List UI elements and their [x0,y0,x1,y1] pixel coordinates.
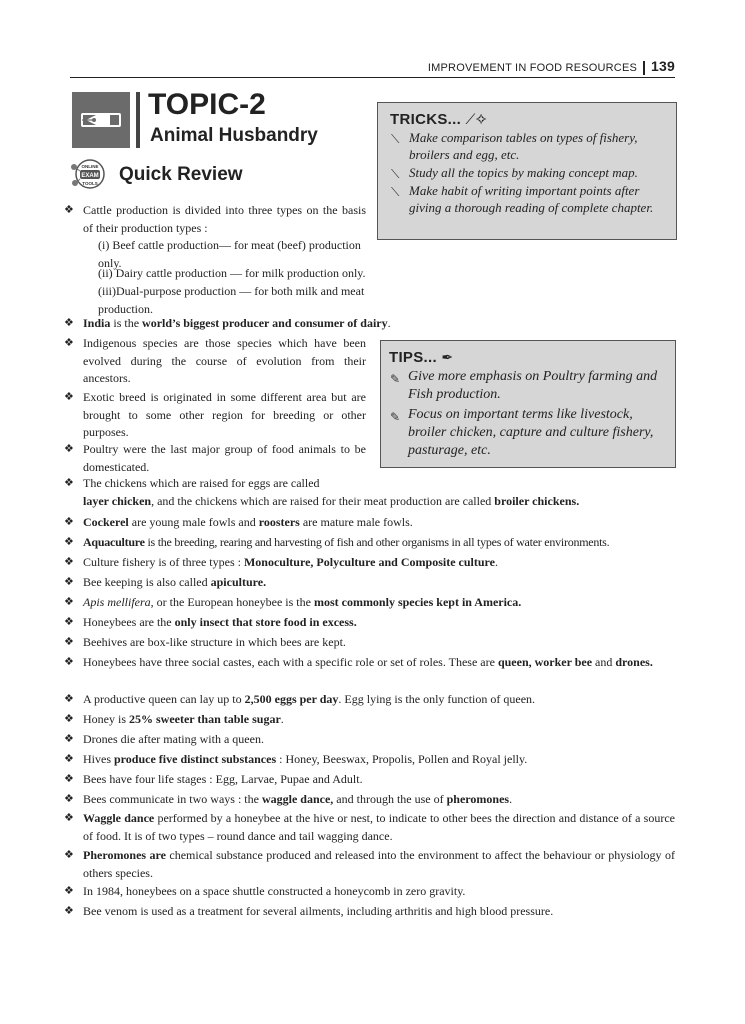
sub-item: (iii)Dual-purpose production — for both milk and meat production. [98,284,365,316]
list-item: ❖ Poultry were the last major group of food animals to be domesticated. [64,442,366,474]
list-item: ❖ Honey is 25% sweeter than table sugar. [83,711,675,729]
bullet-icon: ❖ [64,516,74,528]
bullet-icon: ❖ [64,849,74,861]
bullet-icon: ❖ [64,693,74,705]
tips-title: TIPS... ✒ [389,349,454,366]
bullet-icon: ❖ [64,773,74,785]
list-item: ❖ Pheromones are chemical substance produced and released into the environment to affect the behaviour or physiology of others species. [64,848,675,880]
list-item: ❖ Apis mellifera, or the European honeybee is the most commonly species kept in America. [83,594,675,612]
tips-item: ✎ Give more emphasis on Poultry farming and Fish production. [390,369,658,402]
tricks-title: TRICKS... ⟋✧ [390,111,488,128]
list-item: ❖ Culture fishery is of three types : Monoculture, Polyculture and Composite culture. [83,554,675,572]
section-title: IMPROVEMENT IN FOOD RESOURCES [427,62,638,74]
wand-bullet-icon: ⟍ [391,132,400,146]
bullet-icon: ❖ [64,793,74,805]
bullet-icon: ❖ [64,733,74,745]
online-exam-tools-icon [70,157,110,191]
list-item: ❖ Hives produce five distinct substances : Honey, Beeswax, Propolis, Pollen and Royal jelly. [83,751,675,769]
list-item: ❖ Aquaculture is the breeding, rearing and harvesting of fish and other organisms in all types of water environments. [83,534,675,552]
bullet-icon: ❖ [64,905,74,917]
list-item: ❖ Exotic breed is originated in some different area but are brought to some other region for breeding or other purposes. [64,390,366,439]
list-item: ❖ Cockerel are young male fowls and roosters are mature male fowls. [83,514,675,532]
tips-item: ✎ Focus on important terms like livestock, broiler chicken, capture and culture fishery, pasturage, etc. [390,407,654,458]
topic-label: TOPIC-2 [148,88,266,121]
tricks-box [377,102,677,240]
bullet-icon: ❖ [64,391,74,403]
pen-icon: ✒ [441,349,454,365]
wand-bullet-icon: ⟍ [391,185,400,199]
topic-divider [136,92,140,148]
list-item: ❖ Waggle dance performed by a honeybee at the hive or nest, to indicate to other bees the direction and distance of a source of food. It is of two types – round dance and tail wagging dance. [64,811,675,843]
bullet-icon: ❖ [64,636,74,648]
list-item: ❖ Honeybees are the only insect that store food in excess. [83,614,675,632]
header-divider [643,61,645,75]
list-item: ❖ In 1984, honeybees on a space shuttle constructed a honeycomb in zero gravity. [83,883,675,901]
bullet-icon: ❖ [64,556,74,568]
bullet-icon: ❖ [64,616,74,628]
badge-line-1: ONLINE [81,164,99,169]
sub-item: (i) Beef cattle production— for meat (beef) production only. [98,238,361,270]
badge-line-3: TOOLS [82,181,98,186]
list-item: ❖ Beehives are box-like structure in which bees are kept. [83,634,675,652]
wand-bullet-icon: ⟍ [391,167,400,181]
bullet-icon: ❖ [64,812,74,824]
pen-nib-icon [72,92,130,148]
bullet-icon: ❖ [64,443,74,455]
quick-review-title: Quick Review [119,164,243,185]
tips-box [380,340,676,468]
list-item: ❖ Bee venom is used as a treatment for several ailments, including arthritis and high blood pressure. [83,903,675,921]
list-item: ❖ The chickens which are raised for eggs are called layer chicken, and the chickens which are raised for their meat production are called broiler chickens. [64,476,580,508]
badge-line-2: EXAM [81,173,99,179]
list-item: ❖ Honeybees have three social castes, each with a specific role or set of roles. These are queen, worker bee and drones. [83,654,675,672]
list-item: ❖ India is the world’s biggest producer and consumer of dairy. [83,315,503,333]
tricks-item: ⟍ Make comparison tables on types of fishery, broilers and egg, etc. [391,130,638,162]
list-item: ❖ Indigenous species are those species which have been evolved during the course of evolution from their ancestors. [64,336,366,385]
bullet-icon: ❖ [64,477,74,489]
topic-subtitle: Animal Husbandry [150,125,318,146]
list-item: ❖ Drones die after mating with a queen. [83,731,675,749]
page-number: 139 [651,58,675,74]
bullet-icon: ❖ [64,656,74,668]
list-item: ❖ Bees communicate in two ways : the waggle dance, and through the use of pheromones. [83,791,675,809]
bullet-icon: ❖ [64,576,74,588]
bullet-icon: ❖ [64,337,74,349]
sub-item: (ii) Dairy cattle production — for milk production only. [98,266,366,280]
list-item: ❖ Bee keeping is also called apiculture. [83,574,675,592]
tricks-item: ⟍ Study all the topics by making concept map. [391,165,638,181]
list-item: ❖ Bees have four life stages : Egg, Larvae, Pupae and Adult. [83,771,675,789]
bullet-icon: ❖ [64,596,74,608]
bullet-icon: ❖ [64,317,74,329]
bullet-icon: ❖ [64,536,74,548]
tricks-item: ⟍ Make habit of writing important points after giving a thorough reading of complete chapter. [391,183,654,215]
list-item: ❖ A productive queen can lay up to 2,500 eggs per day. Egg lying is the only function of queen. [83,691,675,709]
pen-bullet-icon: ✎ [390,410,401,424]
list-item: ❖ Cattle production is divided into three types on the basis of their production types : [64,203,366,235]
magic-wand-icon: ⟋✧ [465,111,488,127]
bullet-icon: ❖ [64,713,74,725]
running-header [428,58,675,75]
header-rule [70,77,675,78]
pen-bullet-icon: ✎ [390,372,401,386]
bullet-icon: ❖ [64,204,74,216]
bullet-icon: ❖ [64,885,74,897]
bullet-icon: ❖ [64,753,74,765]
